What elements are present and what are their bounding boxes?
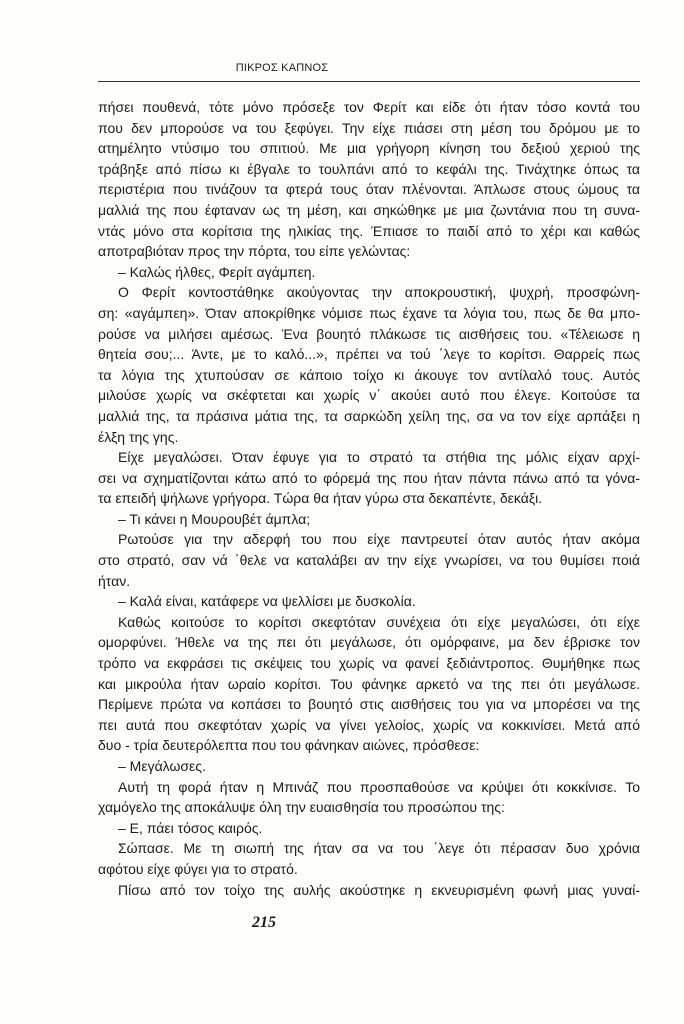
text-line: Περίμενε πρώτα να κοπάσει το βουητό στις αισθήσεις του για να μπορέσει να της bbox=[98, 696, 640, 713]
text-line: ομορφύνει. Ήθελε να της πει ότι μεγάλωσε, ότι ομόρφαινε, μα δεν έβρισκε τον bbox=[98, 634, 640, 651]
text-line: τράβηξε από πίσω κι έβγαλε το τουλπάνι από το κεφάλι της. Τινάχτηκε όπως τα bbox=[98, 160, 640, 177]
text-line: έλξη της γης. bbox=[98, 428, 179, 445]
body-text bbox=[98, 97, 640, 900]
text-line: Καθώς κοιτούσε το κορίτσι σκεφτόταν συνέχεια ότι είχε μεγαλώσει, ότι είχε bbox=[118, 613, 640, 630]
text-line: – Ε, πάει τόσος καιρός. bbox=[118, 819, 263, 836]
text-line: Ρωτούσε για την αδερφή του που είχε παντρευτεί όταν αυτός ήταν ακόμα bbox=[118, 531, 640, 548]
text-line: Αυτή τη φορά ήταν η Μπινάζ που προσπαθούσε να κρύψει ότι κοκκίνισε. Το bbox=[118, 778, 640, 795]
text-line: χαμόγελο της αποκάλυψε όλη την ευαισθησία του προσώπου της: bbox=[98, 799, 505, 816]
running-header: ΠΙΚΡΟΣ ΚΑΠΝΟΣ bbox=[235, 62, 329, 74]
text-line: δυο - τρία δευτερόλεπτα που του φάνηκαν αιώνες, πρόσθεσε: bbox=[98, 737, 480, 754]
text-line: σει να σχηματίζονται κάτω από το φόρεμά της που ήταν πάντα πάνω από τα γόνα- bbox=[98, 469, 640, 486]
text-line: περιστέρια που τινάζουν τα φτερά τους όταν πλένονται. Άπλωσε στους ώμους τα bbox=[98, 181, 640, 198]
text-line: ρούσε να μιλήσει αμέσως. Ένα βουητό πλάκωσε τις αισθήσεις του. «Τέλειωσε η bbox=[98, 325, 640, 342]
text-line: – Τι κάνει η Μουρουβέτ άμπλα; bbox=[118, 510, 311, 527]
text-line: τρόπο να εκφράσει τις σκέψεις του χωρίς να φανεί ξεδιάντροπος. Θυμήθηκε πως bbox=[98, 655, 640, 672]
text-line: – Μεγάλωσες. bbox=[118, 758, 206, 774]
text-line: πήσει πουθενά, τότε μόνο πρόσεξε τον Φερίτ και είδε ότι ήταν τόσο κοντά του bbox=[98, 99, 640, 115]
text-line: Είχε μεγαλώσει. Όταν έφυγε για το στρατό τα στήθια της μόλις είχαν αρχί- bbox=[118, 449, 640, 466]
text-line: στο στρατό, σαν νά ΄θελε να καταλάβει αν την είχε γνωρίσει, να του θυμίσει ποιά bbox=[98, 552, 640, 569]
text-line: που δεν μπορούσε να του ξεφύγει. Την είχε πιάσει στη μέση του δρόμου με το bbox=[98, 119, 640, 136]
text-line: αποτραβιόταν προς την πόρτα, του είπε γελώντας: bbox=[98, 243, 411, 260]
text-line: τα επειδή ψήλωνε γρήγορα. Τώρα θα ήταν γύρω στα δεκαπέντε, δεκάξι. bbox=[98, 490, 543, 507]
page-number: 215 bbox=[252, 914, 276, 931]
text-line: τα λόγια της χτυπούσαν σε κάποιο τοίχο κι άκουγε τον αντίλαλό τους. Αυτός bbox=[98, 366, 640, 383]
text-line: Πίσω από τον τοίχο της αυλής ακούστηκε η εκνευρισμένη φωνή μιας γυναί- bbox=[118, 881, 640, 898]
header-rule bbox=[98, 81, 640, 82]
text-line: μιλούσε χωρίς να σκέφτεται και χωρίς ν΄ ακούει αυτό που έλεγε. Κοιτούσε τα bbox=[98, 387, 640, 404]
text-line: μαλλιά της, τα πράσινα μάτια της, τα σαρκώδη χείλη της, σα να τον είχε αρπάξει η bbox=[98, 407, 640, 424]
text-line: – Καλά είναι, κατάφερε να ψελλίσει με δυσκολία. bbox=[118, 593, 416, 610]
text-line: Σώπασε. Με τη σιωπή της ήταν σα να του ΄λεγε ότι πέρασαν δυο χρόνια bbox=[118, 840, 640, 857]
text-line: Ο Φερίτ κοντοστάθηκε ακούγοντας την αποκρουστική, ψυχρή, προσφώνη- bbox=[118, 284, 640, 301]
text-line: ατημέλητο ντύσιμο του σπιτιού. Με μια γρήγορη κίνηση του δεξιού χεριού της bbox=[98, 140, 640, 157]
text-line: θητεία σου;... Άντε, με το καλό...», πρέπει να τού ΄λεγε το κορίτσι. Θαρρείς πως bbox=[98, 346, 640, 363]
text-line: ση: «αγάμπεη». Όταν αποκρίθηκε νόμισε πως έχανε τα λόγια του, πως δε θα μπο- bbox=[98, 304, 640, 321]
text-line: πει αυτά που σκεφτόταν χωρίς να γίνει γελοίος, χωρίς να κοκκινίσει. Μετά από bbox=[98, 716, 640, 733]
text-line: ήταν. bbox=[98, 572, 131, 589]
text-line: αφότου είχε φύγει για το στρατό. bbox=[98, 860, 298, 877]
text-line: και μικρούλα ήταν ωραίο κορίτσι. Του φάνηκε αρκετό να της πει ότι μεγάλωσε. bbox=[98, 675, 640, 692]
text-line: μαλλιά της που έφταναν ως τη μέση, και σηκώθηκε με μια ζωντάνια που τη συνα- bbox=[98, 201, 640, 218]
text-line: ντάς μόνο στα κορίτσια της ηλικίας της. Έπιασε το παιδί από το χέρι και καθώς bbox=[98, 222, 640, 239]
text-line: – Καλώς ήλθες, Φερίτ αγάμπεη. bbox=[118, 263, 316, 280]
